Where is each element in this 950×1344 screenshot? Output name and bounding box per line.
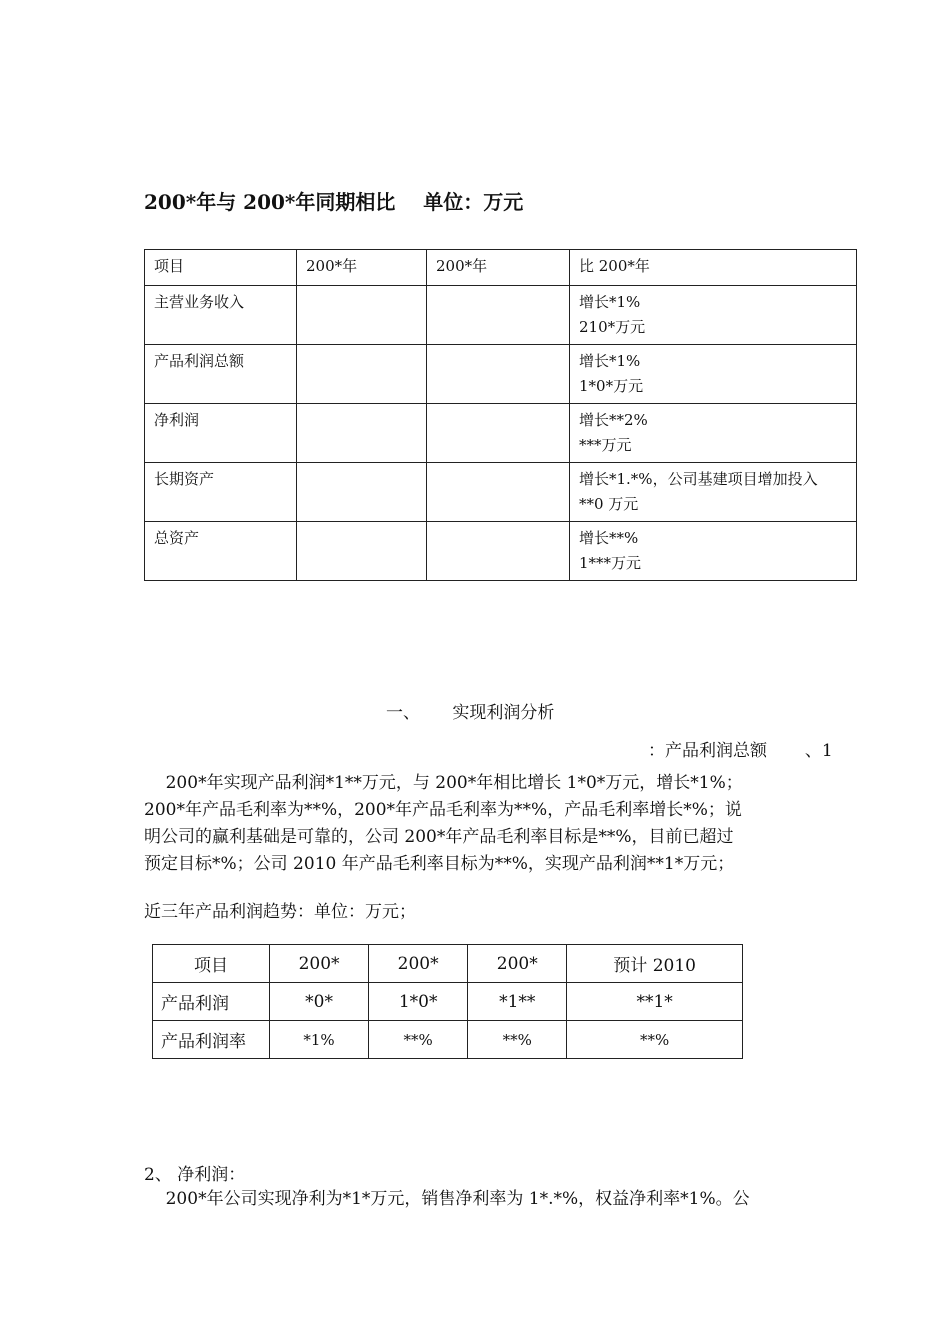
page-title: 200*年与 200*年同期相比 单位：万元 — [144, 190, 524, 214]
change-line: 增长**2% — [579, 411, 648, 429]
item-cell: 总资产 — [145, 522, 297, 581]
table-row — [145, 345, 857, 404]
paragraph-line: 200*年产品毛利率为**%，200*年产品毛利率为**%，产品毛利率增长*%；说 — [144, 800, 742, 820]
value-cell: *1% — [270, 1021, 369, 1059]
change-line: 增长*1.*%，公司基建项目增加投入 — [579, 470, 818, 488]
value-cell — [297, 286, 427, 345]
value-cell — [427, 522, 570, 581]
table-row — [145, 404, 857, 463]
change-cell — [570, 463, 857, 522]
value-cell — [427, 286, 570, 345]
value-cell — [427, 404, 570, 463]
value-cell — [297, 522, 427, 581]
change-cell — [570, 286, 857, 345]
comparison-table — [144, 249, 857, 581]
section-heading: 一、 实现利润分析 — [386, 703, 555, 723]
header-cell: 预计 2010 — [567, 945, 743, 983]
change-line: 增长*1% — [579, 352, 641, 370]
profit-paragraph — [144, 770, 824, 878]
table-header-row — [153, 945, 743, 983]
header-cell: 200* — [369, 945, 468, 983]
value-cell: **% — [567, 1021, 743, 1059]
item-cell: 主营业务收入 — [145, 286, 297, 345]
header-cell: 项目 — [153, 945, 270, 983]
item-cell: 长期资产 — [145, 463, 297, 522]
change-line: 增长**% — [579, 529, 639, 547]
row-label: 产品利润 — [153, 983, 270, 1021]
value-cell — [297, 463, 427, 522]
change-line: 1***万元 — [579, 554, 642, 572]
change-line: 210*万元 — [579, 318, 646, 336]
header-cell: 200* — [270, 945, 369, 983]
paragraph-line: 明公司的赢利基础是可靠的，公司 200*年产品毛利率目标是**%，目前已超过 — [144, 827, 734, 847]
value-cell: 1*0* — [369, 983, 468, 1021]
change-line: 1*0*万元 — [579, 377, 644, 395]
row-label: 产品利润率 — [153, 1021, 270, 1059]
value-cell: **1* — [567, 983, 743, 1021]
value-cell: **% — [468, 1021, 567, 1059]
change-line: 增长*1% — [579, 293, 641, 311]
value-cell — [297, 404, 427, 463]
net-profit-paragraph: 200*年公司实现净利为*1*万元，销售净利率为 1*.*%，权益净利率*1%。公 — [144, 1189, 750, 1209]
header-cell: 200* — [468, 945, 567, 983]
paragraph-line: 预定目标*%；公司 2010 年产品毛利率目标为**%，实现产品利润**1*万元； — [144, 854, 735, 874]
value-cell — [297, 345, 427, 404]
value-cell — [427, 345, 570, 404]
change-line: **0 万元 — [579, 495, 639, 513]
change-cell — [570, 522, 857, 581]
change-line: ***万元 — [579, 436, 632, 454]
sub-heading: ：产品利润总额 、1 — [648, 741, 833, 761]
item-cell: 净利润 — [145, 404, 297, 463]
header-cell: 比 200*年 — [570, 250, 857, 286]
table-row — [145, 286, 857, 345]
change-cell — [570, 404, 857, 463]
value-cell — [427, 463, 570, 522]
change-cell — [570, 345, 857, 404]
header-cell: 200*年 — [297, 250, 427, 286]
table-row — [145, 522, 857, 581]
header-cell: 200*年 — [427, 250, 570, 286]
paragraph-line: 200*年实现产品利润*1**万元，与 200*年相比增长 1*0*万元，增长*1%； — [144, 773, 743, 793]
header-cell: 项目 — [145, 250, 297, 286]
value-cell: **% — [369, 1021, 468, 1059]
value-cell: *0* — [270, 983, 369, 1021]
table-row — [145, 463, 857, 522]
table-header-row — [145, 250, 857, 286]
section2-heading: 2、 净利润： — [144, 1165, 246, 1185]
item-cell: 产品利润总额 — [145, 345, 297, 404]
profit-trend-table — [152, 944, 743, 1059]
value-cell: *1** — [468, 983, 567, 1021]
trend-caption: 近三年产品利润趋势：单位：万元； — [144, 902, 416, 922]
table-row — [153, 983, 743, 1021]
table-row — [153, 1021, 743, 1059]
